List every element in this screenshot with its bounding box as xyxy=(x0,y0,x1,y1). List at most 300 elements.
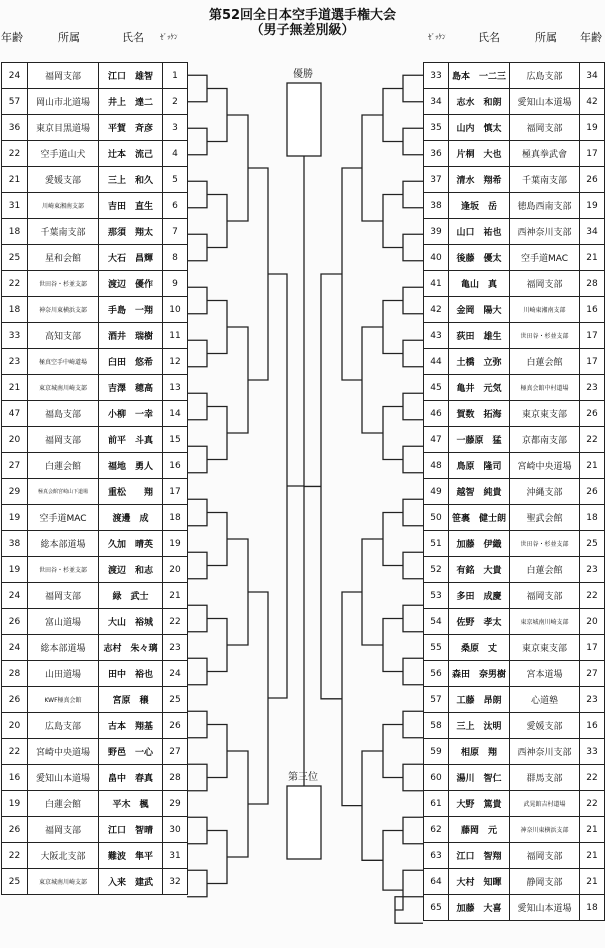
player-club: 空手道山犬 xyxy=(28,141,99,167)
player-club: 極真空手中崎道場 xyxy=(28,349,99,375)
player-age: 22 xyxy=(580,765,605,791)
player-name: 田中 裕也 xyxy=(99,661,163,687)
player-age: 23 xyxy=(580,375,605,401)
bracket-line xyxy=(187,499,207,526)
bracket-line xyxy=(187,128,207,155)
bracket-line xyxy=(403,128,423,155)
bracket-line xyxy=(403,181,423,208)
player-name: 酒井 瑞樹 xyxy=(99,323,163,349)
player-age: 21 xyxy=(580,453,605,479)
player-number: 44 xyxy=(424,349,449,375)
player-number: 7 xyxy=(163,219,188,245)
player-club: 愛知山本道場 xyxy=(28,765,99,791)
bracket-line xyxy=(227,539,248,645)
player-name: 加藤 大喜 xyxy=(449,895,510,921)
player-name: 臼田 悠希 xyxy=(99,349,163,375)
bracket-line xyxy=(403,605,423,632)
player-age: 24 xyxy=(2,635,28,661)
bracket-line xyxy=(207,831,227,884)
player-number: 54 xyxy=(424,609,449,635)
player-age: 26 xyxy=(580,479,605,505)
player-club: 福岡支部 xyxy=(510,115,580,141)
player-age: 22 xyxy=(580,791,605,817)
player-club: 神奈川東横浜支部 xyxy=(510,817,580,843)
header-name-left: 氏名 xyxy=(122,31,144,44)
player-number: 24 xyxy=(163,661,188,687)
player-club: 宮崎中央道場 xyxy=(510,453,580,479)
player-name: 前平 斗真 xyxy=(99,427,163,453)
bracket-line xyxy=(342,168,362,380)
player-number: 22 xyxy=(163,609,188,635)
player-club: 極真会館宮崎山下道場 xyxy=(28,479,99,505)
player-club: 東京東支部 xyxy=(510,401,580,427)
player-age: 18 xyxy=(580,505,605,531)
player-age: 26 xyxy=(2,609,28,635)
player-age: 57 xyxy=(2,89,28,115)
bracket-line xyxy=(187,605,207,632)
player-number: 56 xyxy=(424,661,449,687)
player-club: 東京城南川崎支部 xyxy=(510,609,580,635)
player-club: 川崎東湘南支部 xyxy=(28,193,99,219)
player-number: 47 xyxy=(424,427,449,453)
player-club: 心道塾 xyxy=(510,687,580,713)
header-num-right: ｾﾞｯｹﾝ xyxy=(428,33,446,41)
player-name: 古本 翔基 xyxy=(99,713,163,739)
player-name: 三上 汰明 xyxy=(449,713,510,739)
player-number: 36 xyxy=(424,141,449,167)
player-club: 白蓮会館 xyxy=(28,453,99,479)
player-name: 土橋 立弥 xyxy=(449,349,510,375)
player-age: 22 xyxy=(2,141,28,167)
player-age: 19 xyxy=(2,791,28,817)
player-age: 19 xyxy=(580,193,605,219)
player-number: 17 xyxy=(163,479,188,505)
bracket-line xyxy=(403,711,423,738)
bracket-line xyxy=(362,751,383,860)
bracket-line xyxy=(207,619,227,672)
player-age: 20 xyxy=(2,427,28,453)
player-name: 清水 翔希 xyxy=(449,167,510,193)
player-age: 26 xyxy=(580,401,605,427)
bracket-line xyxy=(187,817,207,844)
player-club: 愛媛支部 xyxy=(510,713,580,739)
bracket-line xyxy=(362,327,383,433)
player-number: 18 xyxy=(163,505,188,531)
player-number: 37 xyxy=(424,167,449,193)
player-name: 三上 和久 xyxy=(99,167,163,193)
player-age: 26 xyxy=(2,817,28,843)
player-number: 59 xyxy=(424,739,449,765)
player-number: 43 xyxy=(424,323,449,349)
player-name: 畠中 春真 xyxy=(99,765,163,791)
player-name: 一藤原 猛 xyxy=(449,427,510,453)
player-club: 空手道MAC xyxy=(510,245,580,271)
player-age: 22 xyxy=(2,739,28,765)
player-number: 13 xyxy=(163,375,188,401)
bracket-line xyxy=(362,115,383,221)
bracket-line xyxy=(362,539,383,645)
player-age: 24 xyxy=(2,63,28,89)
player-number: 27 xyxy=(163,739,188,765)
bracket-line xyxy=(383,619,403,672)
player-name: 大野 篤貴 xyxy=(449,791,510,817)
player-age: 27 xyxy=(580,661,605,687)
player-age: 17 xyxy=(580,349,605,375)
player-name: 有銘 大貴 xyxy=(449,557,510,583)
player-age: 22 xyxy=(2,271,28,297)
player-number: 10 xyxy=(163,297,188,323)
player-number: 2 xyxy=(163,89,188,115)
player-name: 片桐 大也 xyxy=(449,141,510,167)
bracket-line xyxy=(248,592,268,804)
player-name: 井上 達二 xyxy=(99,89,163,115)
tournament-subtitle: （男子無差別級） xyxy=(250,23,355,38)
player-name: 大村 知暉 xyxy=(449,869,510,895)
player-number: 61 xyxy=(424,791,449,817)
player-club: 宮本道場 xyxy=(510,661,580,687)
bracket-line xyxy=(227,751,248,857)
player-club: 極真会館中村道場 xyxy=(510,375,580,401)
player-club: 群馬支部 xyxy=(510,765,580,791)
bracket-line xyxy=(187,658,207,685)
champion-box xyxy=(287,83,321,156)
player-name: 入来 建武 xyxy=(99,869,163,895)
player-name: 佐野 孝太 xyxy=(449,609,510,635)
player-age: 26 xyxy=(580,167,605,193)
player-name: 笹裏 健士朗 xyxy=(449,505,510,531)
player-name: 湯川 智仁 xyxy=(449,765,510,791)
player-club: 白蓮会館 xyxy=(510,349,580,375)
header-age-right: 年齢 xyxy=(580,31,602,44)
player-club: 星和会館 xyxy=(28,245,99,271)
player-age: 23 xyxy=(2,349,28,375)
player-number: 63 xyxy=(424,843,449,869)
player-number: 65 xyxy=(424,895,449,921)
bracket-line xyxy=(187,181,207,208)
bracket-line xyxy=(403,552,423,579)
player-age: 22 xyxy=(580,427,605,453)
bracket-line xyxy=(187,711,207,738)
bracket-line xyxy=(187,552,207,579)
player-name: 久加 晴英 xyxy=(99,531,163,557)
player-club: 富山道場 xyxy=(28,609,99,635)
player-name: 相原 翔 xyxy=(449,739,510,765)
player-number: 34 xyxy=(424,89,449,115)
player-number: 25 xyxy=(163,687,188,713)
player-name: 山口 祐也 xyxy=(449,219,510,245)
player-name: 志水 和朗 xyxy=(449,89,510,115)
bracket-line xyxy=(207,725,227,778)
bracket-line xyxy=(403,75,423,102)
player-age: 21 xyxy=(580,245,605,271)
player-age: 21 xyxy=(580,843,605,869)
bracket-line xyxy=(403,287,423,314)
player-club: 世田谷・杉並支部 xyxy=(510,531,580,557)
player-number: 45 xyxy=(424,375,449,401)
player-number: 60 xyxy=(424,765,449,791)
bracket-line xyxy=(383,725,403,778)
player-name: 難波 隼平 xyxy=(99,843,163,869)
player-name: 小柳 一幸 xyxy=(99,401,163,427)
player-age: 19 xyxy=(2,505,28,531)
player-number: 49 xyxy=(424,479,449,505)
player-club: 山田道場 xyxy=(28,661,99,687)
player-club: 東京城南川崎支部 xyxy=(28,375,99,401)
player-name: 江口 智晴 xyxy=(99,817,163,843)
player-name: 渡邊 成 xyxy=(99,505,163,531)
player-name: 宮原 穣 xyxy=(99,687,163,713)
player-number: 30 xyxy=(163,817,188,843)
player-name: 後藤 優太 xyxy=(449,245,510,271)
player-number: 39 xyxy=(424,219,449,245)
player-name: 藤岡 元 xyxy=(449,817,510,843)
player-name: 平賀 斉彦 xyxy=(99,115,163,141)
header-club-left: 所属 xyxy=(58,31,80,44)
player-number: 8 xyxy=(163,245,188,271)
bracket-line xyxy=(187,870,207,897)
player-name: 亀井 元気 xyxy=(449,375,510,401)
player-name: 大山 裕城 xyxy=(99,609,163,635)
bracket-line xyxy=(383,301,403,354)
player-age: 47 xyxy=(2,401,28,427)
player-number: 53 xyxy=(424,583,449,609)
player-number: 48 xyxy=(424,453,449,479)
player-name: 重松 翔 xyxy=(99,479,163,505)
player-number: 29 xyxy=(163,791,188,817)
player-club: 岡山市北道場 xyxy=(28,89,99,115)
player-number: 14 xyxy=(163,401,188,427)
player-club: 西神奈川支部 xyxy=(510,739,580,765)
player-club: 福岡支部 xyxy=(510,271,580,297)
bracket-line xyxy=(187,287,207,314)
player-age: 17 xyxy=(580,141,605,167)
player-number: 6 xyxy=(163,193,188,219)
player-club: 福岡支部 xyxy=(510,583,580,609)
player-name: 吉澤 穂高 xyxy=(99,375,163,401)
third-place-box xyxy=(287,786,321,859)
bracket-line xyxy=(187,75,207,102)
player-number: 50 xyxy=(424,505,449,531)
player-name: 志村 朱々璃 xyxy=(99,635,163,661)
player-age: 28 xyxy=(580,271,605,297)
player-number: 64 xyxy=(424,869,449,895)
player-age: 31 xyxy=(2,193,28,219)
player-club: 福岡支部 xyxy=(28,63,99,89)
player-age: 42 xyxy=(580,89,605,115)
player-club: 千葉南支部 xyxy=(28,219,99,245)
player-club: 福岡支部 xyxy=(28,583,99,609)
player-club: 大阪北支部 xyxy=(28,843,99,869)
player-age: 21 xyxy=(2,375,28,401)
player-name: 渡辺 優作 xyxy=(99,271,163,297)
bracket-line xyxy=(383,513,403,566)
player-number: 51 xyxy=(424,531,449,557)
player-club: 東京城南川崎支部 xyxy=(28,869,99,895)
player-age: 26 xyxy=(2,687,28,713)
player-name: 金岡 陽大 xyxy=(449,297,510,323)
player-age: 34 xyxy=(580,63,605,89)
bracket-line xyxy=(383,831,403,891)
player-name: 大石 昌輝 xyxy=(99,245,163,271)
player-age: 17 xyxy=(580,635,605,661)
player-age: 17 xyxy=(580,323,605,349)
player-number: 3 xyxy=(163,115,188,141)
player-name: 賀数 拓海 xyxy=(449,401,510,427)
player-number: 57 xyxy=(424,687,449,713)
player-age: 33 xyxy=(580,739,605,765)
player-number: 32 xyxy=(163,869,188,895)
bracket-line xyxy=(207,301,227,354)
player-club: 極真拳武會 xyxy=(510,141,580,167)
player-club: 千葉南支部 xyxy=(510,167,580,193)
player-name: 鳥原 隆司 xyxy=(449,453,510,479)
header-name-right: 氏名 xyxy=(478,31,500,44)
player-name: 平木 楓 xyxy=(99,791,163,817)
player-number: 15 xyxy=(163,427,188,453)
player-name: 荻田 雄生 xyxy=(449,323,510,349)
player-club: 宮崎中央道場 xyxy=(28,739,99,765)
player-name: 多田 成慶 xyxy=(449,583,510,609)
player-club: 福岡支部 xyxy=(28,817,99,843)
player-club: 福岡支部 xyxy=(28,427,99,453)
player-number: 21 xyxy=(163,583,188,609)
third-place-label: 第三位 xyxy=(288,772,318,783)
player-number: 20 xyxy=(163,557,188,583)
player-number: 28 xyxy=(163,765,188,791)
bracket-line xyxy=(207,407,227,460)
player-age: 24 xyxy=(2,583,28,609)
player-club: 高知支部 xyxy=(28,323,99,349)
player-number: 55 xyxy=(424,635,449,661)
player-number: 5 xyxy=(163,167,188,193)
player-age: 19 xyxy=(580,115,605,141)
header-age-left: 年齢 xyxy=(1,31,23,44)
tournament-title: 第52回全日本空手道選手権大会 xyxy=(208,8,397,23)
player-name: 吉田 直生 xyxy=(99,193,163,219)
player-name: 森田 奈男樹 xyxy=(449,661,510,687)
player-age: 16 xyxy=(580,713,605,739)
player-club: 世田谷・杉並支部 xyxy=(28,557,99,583)
player-number: 12 xyxy=(163,349,188,375)
player-club: 福岡支部 xyxy=(510,843,580,869)
player-age: 25 xyxy=(2,245,28,271)
player-number: 26 xyxy=(163,713,188,739)
player-name: 那須 翔太 xyxy=(99,219,163,245)
player-club: 東京目黒道場 xyxy=(28,115,99,141)
player-age: 25 xyxy=(2,869,28,895)
player-number: 58 xyxy=(424,713,449,739)
bracket-line xyxy=(187,340,207,367)
player-name: 緑 武士 xyxy=(99,583,163,609)
player-club: 福島支部 xyxy=(28,401,99,427)
player-name: 桑原 丈 xyxy=(449,635,510,661)
player-club: 神奈川東横浜支部 xyxy=(28,297,99,323)
bracket-line xyxy=(403,764,423,791)
player-age: 21 xyxy=(2,167,28,193)
player-name: 手島 一翔 xyxy=(99,297,163,323)
bracket-line xyxy=(403,658,423,685)
player-age: 36 xyxy=(2,115,28,141)
player-club: 京都南支部 xyxy=(510,427,580,453)
player-age: 33 xyxy=(2,323,28,349)
player-number: 31 xyxy=(163,843,188,869)
player-age: 22 xyxy=(580,583,605,609)
player-name: 逢坂 岳 xyxy=(449,193,510,219)
player-club: 東京東支部 xyxy=(510,635,580,661)
bracket-line xyxy=(403,393,423,420)
player-name: 山内 慎太 xyxy=(449,115,510,141)
player-age: 20 xyxy=(580,609,605,635)
player-club: 川崎東湘南支部 xyxy=(510,297,580,323)
bracket-line xyxy=(187,234,207,261)
bracket-line xyxy=(321,274,342,699)
player-club: 静岡支部 xyxy=(510,869,580,895)
bracket-line xyxy=(342,592,362,806)
player-club: 白蓮会館 xyxy=(510,557,580,583)
player-club: 聖武会館 xyxy=(510,505,580,531)
bracket-line xyxy=(383,195,403,248)
bracket-line xyxy=(207,513,227,566)
player-club: 武晃館吉村道場 xyxy=(510,791,580,817)
player-club: 愛知山本道場 xyxy=(510,895,580,921)
champion-label: 優勝 xyxy=(293,69,313,80)
player-number: 11 xyxy=(163,323,188,349)
bracket-line xyxy=(268,274,287,698)
player-name: 渡辺 和志 xyxy=(99,557,163,583)
bracket-line xyxy=(227,327,248,433)
player-age: 21 xyxy=(580,869,605,895)
bracket-line xyxy=(403,499,423,526)
player-number: 62 xyxy=(424,817,449,843)
player-number: 9 xyxy=(163,271,188,297)
player-name: 江口 雄智 xyxy=(99,63,163,89)
bracket-line xyxy=(207,195,227,248)
player-age: 16 xyxy=(2,765,28,791)
bracket-line xyxy=(383,407,403,460)
player-age: 18 xyxy=(2,219,28,245)
player-club: 広島支部 xyxy=(510,63,580,89)
player-club: 総本部道場 xyxy=(28,531,99,557)
player-club: 沖縄支部 xyxy=(510,479,580,505)
player-number: 35 xyxy=(424,115,449,141)
bracket-line xyxy=(403,340,423,367)
player-age: 34 xyxy=(580,219,605,245)
bracket-line xyxy=(403,817,423,844)
player-number: 16 xyxy=(163,453,188,479)
player-age: 20 xyxy=(2,713,28,739)
player-club: 総本部道場 xyxy=(28,635,99,661)
player-name: 江口 智翔 xyxy=(449,843,510,869)
player-name: 辻本 流己 xyxy=(99,141,163,167)
player-name: 工藤 昂朗 xyxy=(449,687,510,713)
player-number: 42 xyxy=(424,297,449,323)
bracket-line xyxy=(187,764,207,791)
player-number: 41 xyxy=(424,271,449,297)
bracket-line xyxy=(207,89,227,142)
player-club: 西神奈川支部 xyxy=(510,219,580,245)
player-club: 愛媛支部 xyxy=(28,167,99,193)
player-number: 38 xyxy=(424,193,449,219)
player-club: 世田谷・杉並支部 xyxy=(28,271,99,297)
player-name: 亀山 真 xyxy=(449,271,510,297)
player-number: 46 xyxy=(424,401,449,427)
player-name: 福地 勇人 xyxy=(99,453,163,479)
player-age: 23 xyxy=(580,687,605,713)
bracket-line xyxy=(248,168,268,380)
player-age: 28 xyxy=(2,661,28,687)
header-num-left: ｾﾞｯｹﾝ xyxy=(160,33,178,41)
bracket-line xyxy=(187,446,207,473)
